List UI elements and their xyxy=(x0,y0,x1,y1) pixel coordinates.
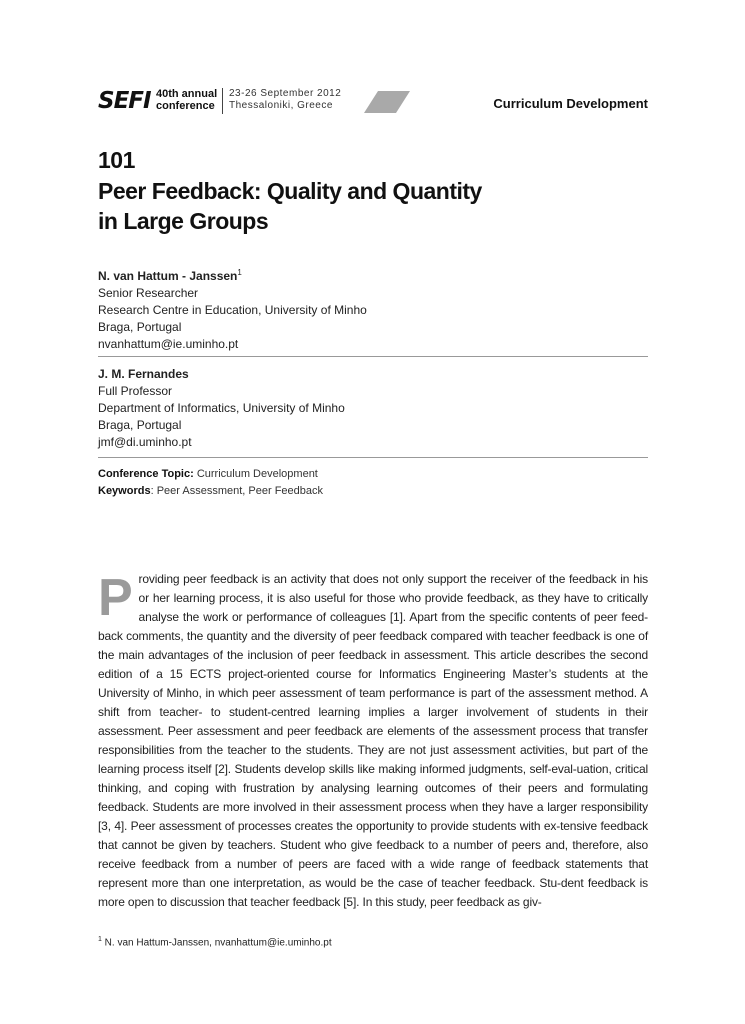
footnote-text: N. van Hattum-Janssen, nvanhattum@ie.uminho.pt xyxy=(101,937,332,949)
author-name: N. van Hattum - Janssen xyxy=(98,269,238,283)
keywords-label: Keywords xyxy=(98,485,151,497)
paper-title-line: in Large Groups xyxy=(98,208,269,234)
conference-date: 23-26 September 2012 xyxy=(229,88,342,99)
footnote-mark: 1 xyxy=(237,268,242,277)
author-divider xyxy=(98,457,648,458)
paper-title xyxy=(98,176,618,236)
conference-header xyxy=(98,88,648,118)
section-title: Curriculum Development xyxy=(493,96,648,111)
conference-date-place xyxy=(229,88,341,112)
author-divider xyxy=(98,356,648,357)
footnote-mark: 1 xyxy=(98,936,102,943)
paper-number: 101 xyxy=(98,147,135,173)
keywords-value: : Peer Assessment, Peer Feedback xyxy=(150,485,323,497)
topic-label: Conference Topic: xyxy=(98,468,194,480)
paper-title-line: Peer Feedback: Quality and Quantity xyxy=(98,178,482,204)
author-block xyxy=(98,264,648,353)
conference-topic xyxy=(98,466,318,483)
author-email: nvanhattum@ie.uminho.pt xyxy=(98,337,239,351)
header-divider xyxy=(222,88,223,114)
keywords xyxy=(98,483,323,500)
conference-line: conference xyxy=(156,100,215,112)
author-location: Braga, Portugal xyxy=(98,418,182,432)
body-paragraph xyxy=(98,570,648,912)
body-text: roviding peer feedback is an activity that does not only support the receiver of the feedback in his or her learning process, it is also useful for those who provide feedback, as they have to critically analyse the work or performance of colleagues [1]. Apart from the specific contents of peer feed-back comments, the quantity and the diversity of peer feedback compared with teacher feedback is one of the main advantages of the inclusion of peer feedback in assessment. This article describes the second edition of a 15 ECTS project-oriented course for Informatics Engineering Master’s students at the University of Minho, in which peer assessment of team performance is part of the assessment method. A shift from teacher- to student-centred learning implies a larger involvement of students in their assessment. Peer assessment and peer feedback are elements of the assessment process that transfer responsibilities from the teacher to the students. They are not just assessment activities, but part of the learning process itself [2]. Students develop skills like making informed judgments, self-eval-uation, critical thinking, and coping with frustration by analysing learning outcomes of their peers and formulating feedback. Students are more involved in their assessment process when they have a larger responsibility [3, 4]. Peer assessment of processes creates the opportunity to provide students with ex-tensive feedback that cannot be given by teachers. Student who give feedback to a number of peers and, therefore, also receive feedback from a number of peers are faced with a wide range of feedback statements that represent more than one interpretation, as would be the case of teacher feedback. Stu-dent feedback is more open to discussion that teacher feedback [5]. In this study, peer feedback as giv- xyxy=(98,572,648,909)
drop-cap: P xyxy=(98,569,133,627)
slash-decoration xyxy=(364,91,410,113)
author-affiliation: Research Centre in Education, University of Minho xyxy=(98,303,367,317)
author-affiliation: Department of Informatics, University of Minho xyxy=(98,401,345,415)
author-role: Senior Researcher xyxy=(98,286,199,300)
author-role: Full Professor xyxy=(98,384,173,398)
author-email: jmf@di.uminho.pt xyxy=(98,435,192,449)
author-location: Braga, Portugal xyxy=(98,320,182,334)
annual-line: 40th annual xyxy=(156,88,218,100)
author-name: J. M. Fernandes xyxy=(98,367,189,381)
topic-value: Curriculum Development xyxy=(193,468,318,480)
sefi-logo: SEFI xyxy=(98,88,151,114)
footnote xyxy=(98,933,332,950)
author-block xyxy=(98,366,648,451)
conference-edition xyxy=(156,88,217,112)
conference-place: Thessaloniki, Greece xyxy=(229,100,333,111)
